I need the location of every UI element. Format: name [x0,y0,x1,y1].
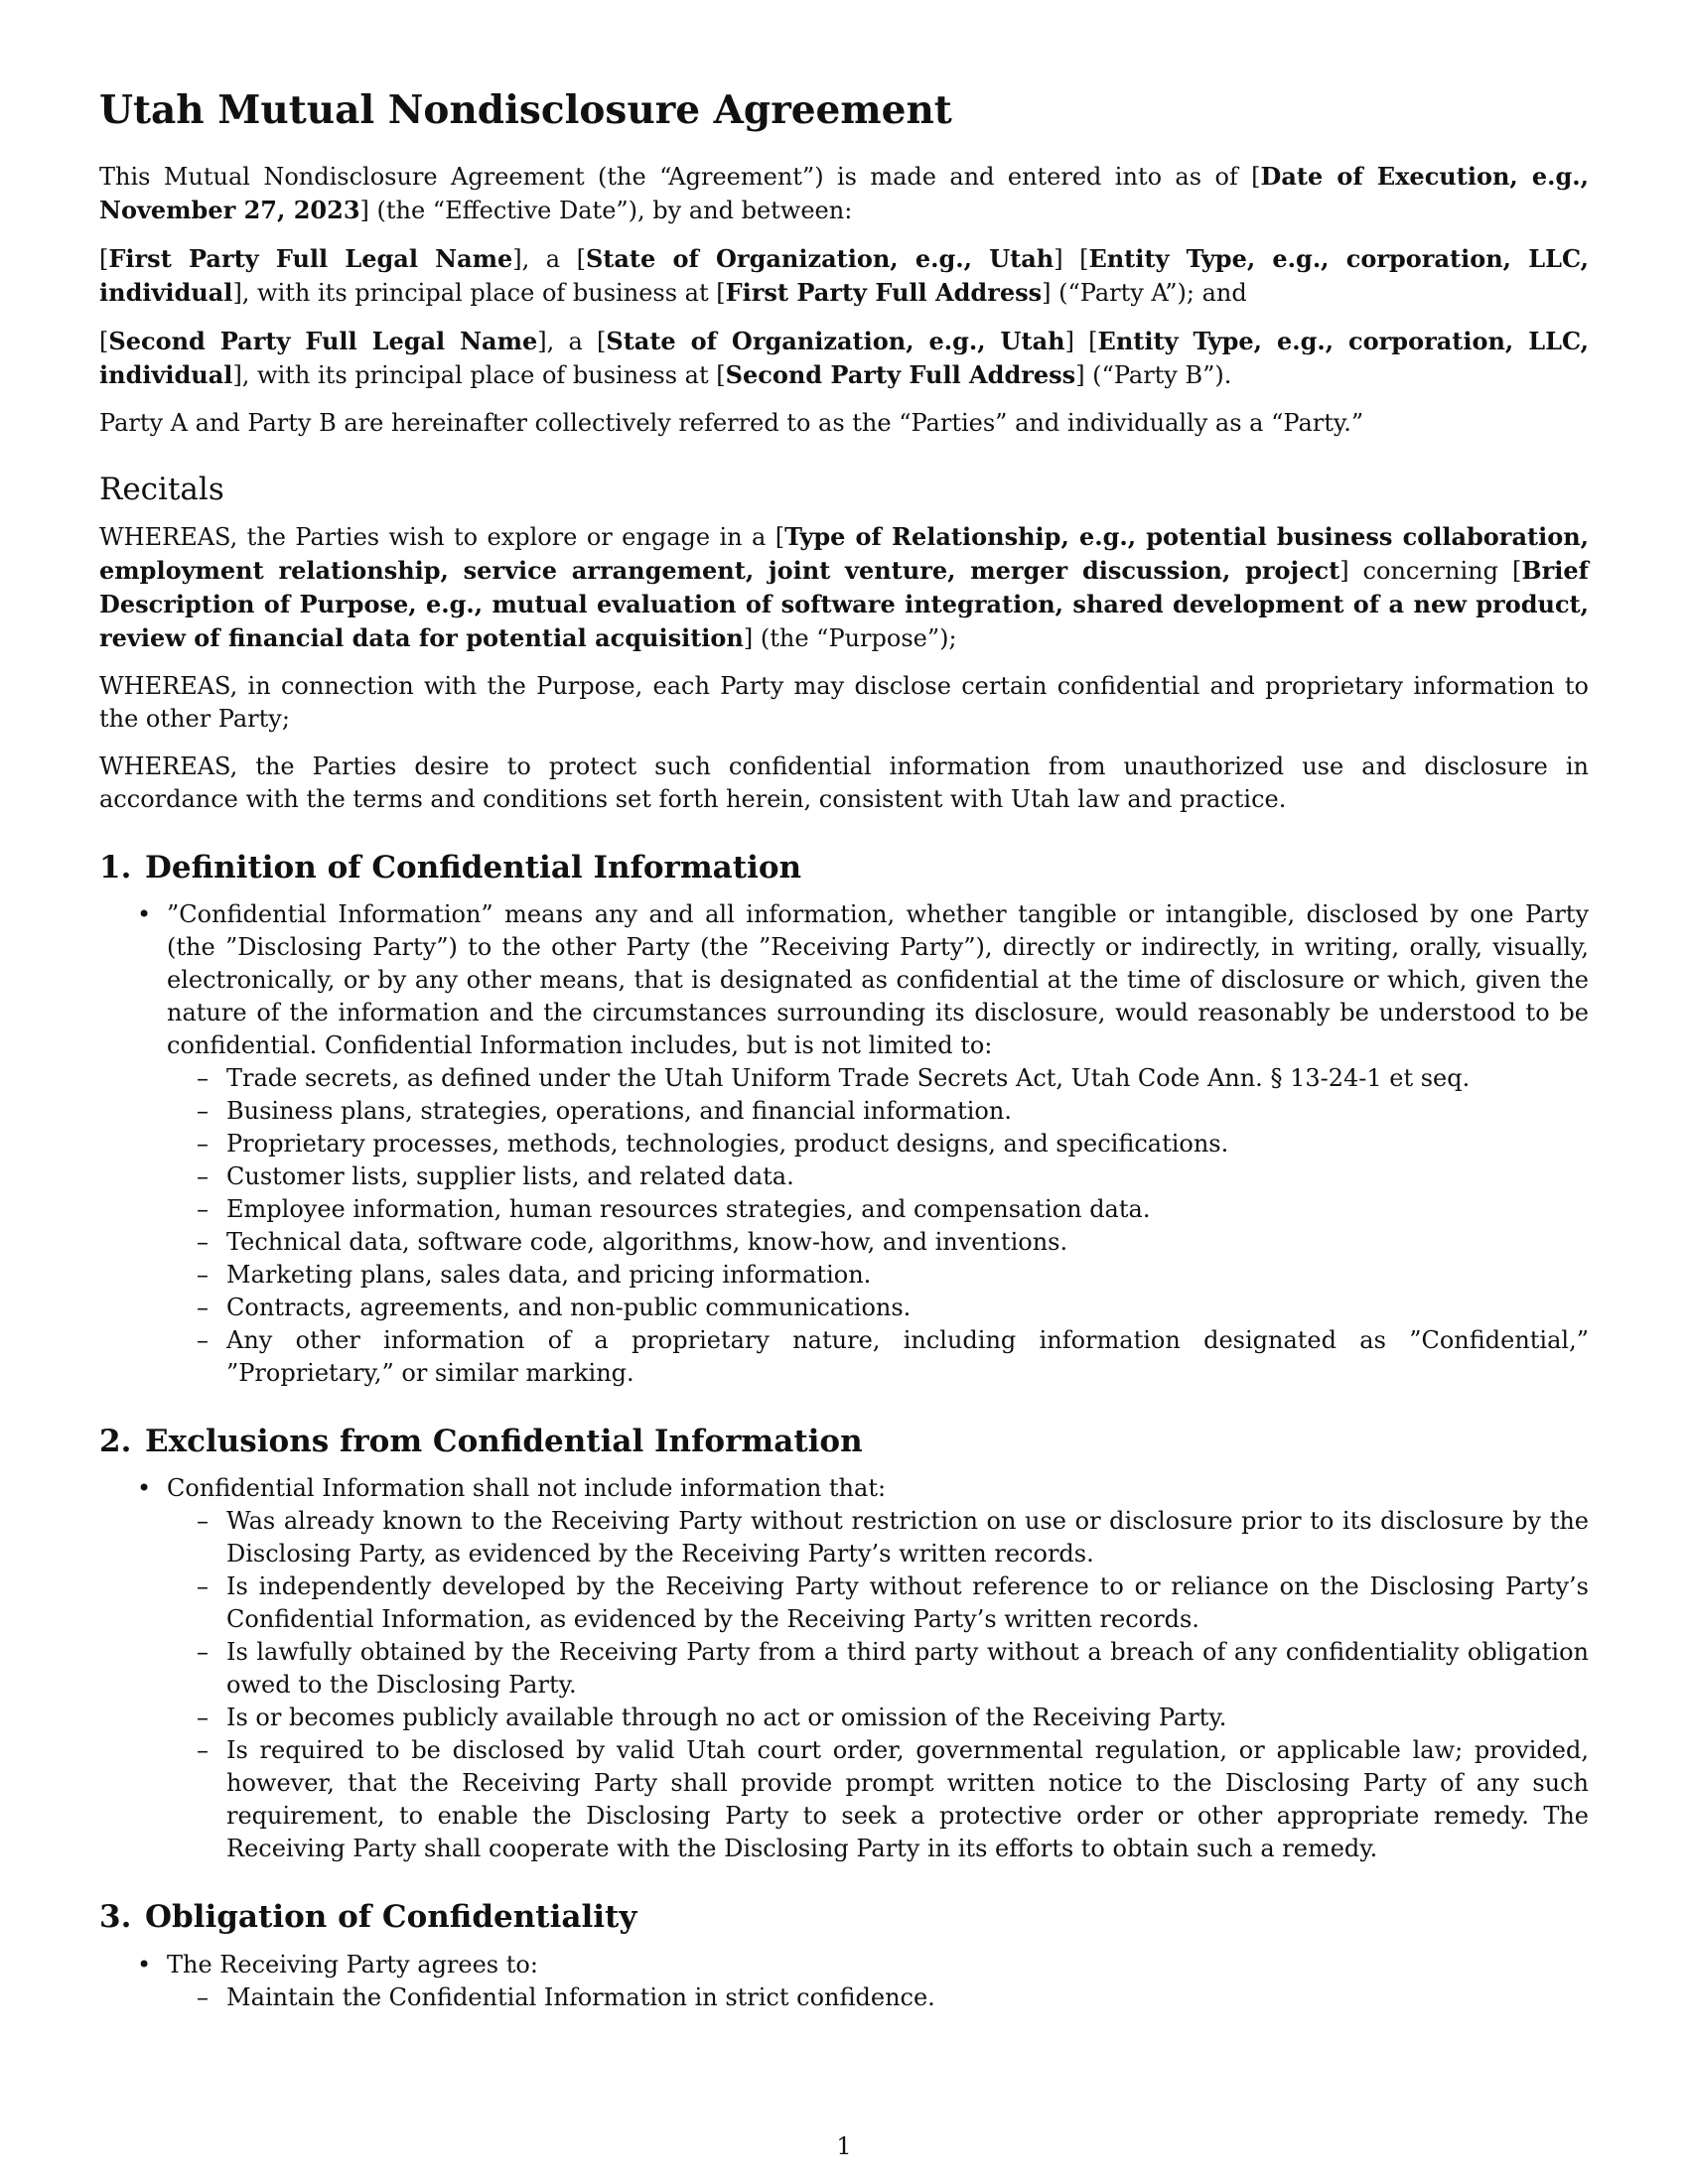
second-party-name-placeholder: Second Party Full Legal Name [108,326,538,355]
bullet-text: The Receiving Party agrees to: [167,1950,538,1979]
sub-list-item [197,1160,1589,1193]
second-party-state-placeholder: State of Organization, e.g., Utah [606,326,1065,355]
sub-list-item [197,1702,1589,1734]
dash-mark: – [197,1261,209,1290]
dash-mark: – [197,1195,209,1224]
sub-list-item [197,1734,1589,1865]
party-a-text: ] (“Party A”); and [1042,278,1247,307]
party-b-text: ] [ [1064,327,1098,355]
recital-protection-paragraph: WHEREAS, the Parties desire to protect such confidential information from unauthorized use and disclosure in accordance with the terms and conditions set forth herein, consistent with Utah law and practice. [99,751,1589,813]
intro-text: ] (the “Effective Date”), by and between: [359,196,853,224]
sub-item-text: Marketing plans, sales data, and pricing information. [226,1261,872,1290]
party-a-text: ], a [ [512,244,586,273]
sub-item-text: Is independently developed by the Receiving Party without reference to or reliance on the Disclosing Party’s Confidential Information, as evidenced by the Receiving Party’s written records. [226,1572,1589,1634]
section-number: 3. [99,1899,132,1936]
sub-list-item [197,1259,1589,1292]
purpose-description-placeholder: Brief Description of Purpose, e.g., mutual evaluation of software integration, shared development of a new product, review of financial data for potential acquisition [99,555,1589,652]
dash-mark: – [197,1507,209,1536]
second-party-address-placeholder: Second Party Full Address [725,359,1076,389]
dash-mark: – [197,1294,209,1322]
sub-item-text: Technical data, software code, algorithms, know-how, and inventions. [226,1228,1068,1257]
sub-item-text: Customer lists, supplier lists, and related data. [226,1162,794,1191]
document-page [99,87,1589,2014]
sub-item-text: Contracts, agreements, and non-public communications. [226,1294,912,1322]
section-3-list [99,1949,1589,2014]
page-number: 1 [836,2132,852,2160]
document-title: Utah Mutual Nondisclosure Agreement [99,87,952,133]
party-b-text: [ [99,327,109,355]
first-party-state-placeholder: State of Organization, e.g., Utah [585,243,1055,273]
sub-item-text: Maintain the Confidential Information in strict confidence. [226,1982,935,2011]
relationship-type-placeholder: Type of Relationship, e.g., potential business collaboration, employment relationship, service arrangement, joint venture, merger discussion, project [99,521,1590,585]
sub-item-text: Is required to be disclosed by valid Utah court order, governmental regulation, or applicable law; provided, however, that the Receiving Party shall provide prompt written notice to the Disclosing Party of any such requirement, to enable the Disclosing Party to seek a protective order or other appropriate remedy. The Receiving Party shall cooperate with the Disclosing Party in its efforts to obtain such a remedy. [226,1736,1589,1863]
date-placeholder: Date of Execution, e.g., November 27, 2023 [99,161,1589,224]
section-1-heading [99,850,1589,887]
sub-item-text: Any other information of a proprietary nature, including information designated as ”Confidential,” ”Proprietary,” or similar marking. [226,1326,1589,1388]
dash-mark: – [197,1097,209,1126]
section-2-heading [99,1424,1589,1460]
dash-mark: – [197,1572,209,1601]
section-1-list [99,898,1589,1390]
recital-disclosure-paragraph: WHEREAS, in connection with the Purpose, each Party may disclose certain confidential and proprietary information to the other Party; [99,671,1589,733]
party-b-paragraph [99,325,1589,392]
recital-text: ] (the “Purpose”); [743,623,957,652]
party-a-text: ] [ [1054,244,1089,273]
party-b-text: ] (“Party B”). [1075,360,1232,389]
party-a-paragraph [99,242,1589,310]
sub-list-item [197,1226,1589,1259]
recital-text: WHEREAS, the Parties wish to explore or engage in a [ [99,522,785,551]
parties-definition-paragraph: Party A and Party B are hereinafter collectively referred to as the “Parties” and individually as a “Party.” [99,408,1364,437]
first-party-address-placeholder: First Party Full Address [725,277,1043,307]
dash-mark: – [197,1982,209,2011]
second-party-entity-placeholder: Entity Type, e.g., corporation, LLC, individual [99,326,1590,389]
section-3-heading [99,1899,1589,1936]
list-item [137,1472,1589,1865]
recital-text: ] concerning [ [1339,556,1522,585]
dash-mark: – [197,1130,209,1159]
sub-item-text: Proprietary processes, methods, technologies, product designs, and specifications. [226,1130,1229,1159]
sub-list-item [197,1128,1589,1160]
section-number: 1. [99,849,132,886]
sub-list-item [197,1636,1589,1702]
bullet-mark: • [137,900,152,929]
dash-mark: – [197,1162,209,1191]
list-item [137,1949,1589,2014]
bullet-text: Confidential Information shall not include information that: [167,1474,887,1503]
dash-mark: – [197,1064,209,1093]
sub-item-text: Business plans, strategies, operations, and financial information. [226,1097,1012,1126]
first-party-name-placeholder: First Party Full Legal Name [108,243,513,273]
dash-mark: – [197,1638,209,1667]
first-party-entity-placeholder: Entity Type, e.g., corporation, LLC, individual [99,243,1590,307]
section-number: 2. [99,1424,132,1460]
list-item [137,898,1589,1390]
dash-mark: – [197,1704,209,1732]
sub-list-item [197,1193,1589,1226]
sub-list-item [197,1062,1589,1095]
recitals-heading: Recitals [99,471,224,507]
sub-list [167,1062,1589,1390]
section-2-list [99,1472,1589,1865]
sub-list-item [197,1324,1589,1390]
party-a-text: [ [99,244,109,273]
section-title: Definition of Confidential Information [145,849,802,886]
sub-list-item [197,1095,1589,1128]
sub-item-text: Employee information, human resources strategies, and compensation data. [226,1195,1151,1224]
party-b-text: ], a [ [537,327,607,355]
party-a-text: ], with its principal place of business at [ [232,278,726,307]
recital-purpose-paragraph [99,520,1589,655]
sub-item-text: Is lawfully obtained by the Receiving Party from a third party without a breach of any confidentiality obligation owed to the Disclosing Party. [226,1638,1589,1700]
sub-list-item [197,1570,1589,1636]
sub-item-text: Trade secrets, as defined under the Utah Uniform Trade Secrets Act, Utah Code Ann. § 13-24-1 et seq. [226,1064,1471,1093]
dash-mark: – [197,1228,209,1257]
party-b-text: ], with its principal place of business at [ [232,360,726,389]
sub-item-text: Is or becomes publicly available through no act or omission of the Receiving Party. [226,1704,1227,1732]
sub-list-item [197,1292,1589,1324]
dash-mark: – [197,1736,209,1765]
bullet-mark: • [137,1950,152,1979]
section-title: Exclusions from Confidential Information [145,1424,863,1460]
intro-paragraph [99,160,1589,227]
sub-list-item [197,1981,1589,2014]
section-title: Obligation of Confidentiality [145,1899,637,1936]
bullet-text: ”Confidential Information” means any and all information, whether tangible or intangible, disclosed by one Party (the ”Disclosing Party”) to the other Party (the ”Receiving Party”), directly or indirectly, in writing, orally, visually, electronically, or by any other means, that is designated as confidential at the time of disclosure or which, given the nature of the information and the circumstances surrounding its disclosure, would reasonably be understood to be confidential. Confidential Information includes, but is not limited to: [167,900,1589,1060]
sub-item-text: Was already known to the Receiving Party without restriction on use or disclosure prior to its disclosure by the Disclosing Party, as evidenced by the Receiving Party’s written records. [226,1507,1589,1569]
bullet-mark: • [137,1474,152,1503]
sub-list [167,1505,1589,1865]
intro-text: This Mutual Nondisclosure Agreement (the “Agreement”) is made and entered into as of [ [99,162,1261,191]
dash-mark: – [197,1326,209,1355]
sub-list [167,1981,1589,2014]
sub-list-item [197,1505,1589,1570]
